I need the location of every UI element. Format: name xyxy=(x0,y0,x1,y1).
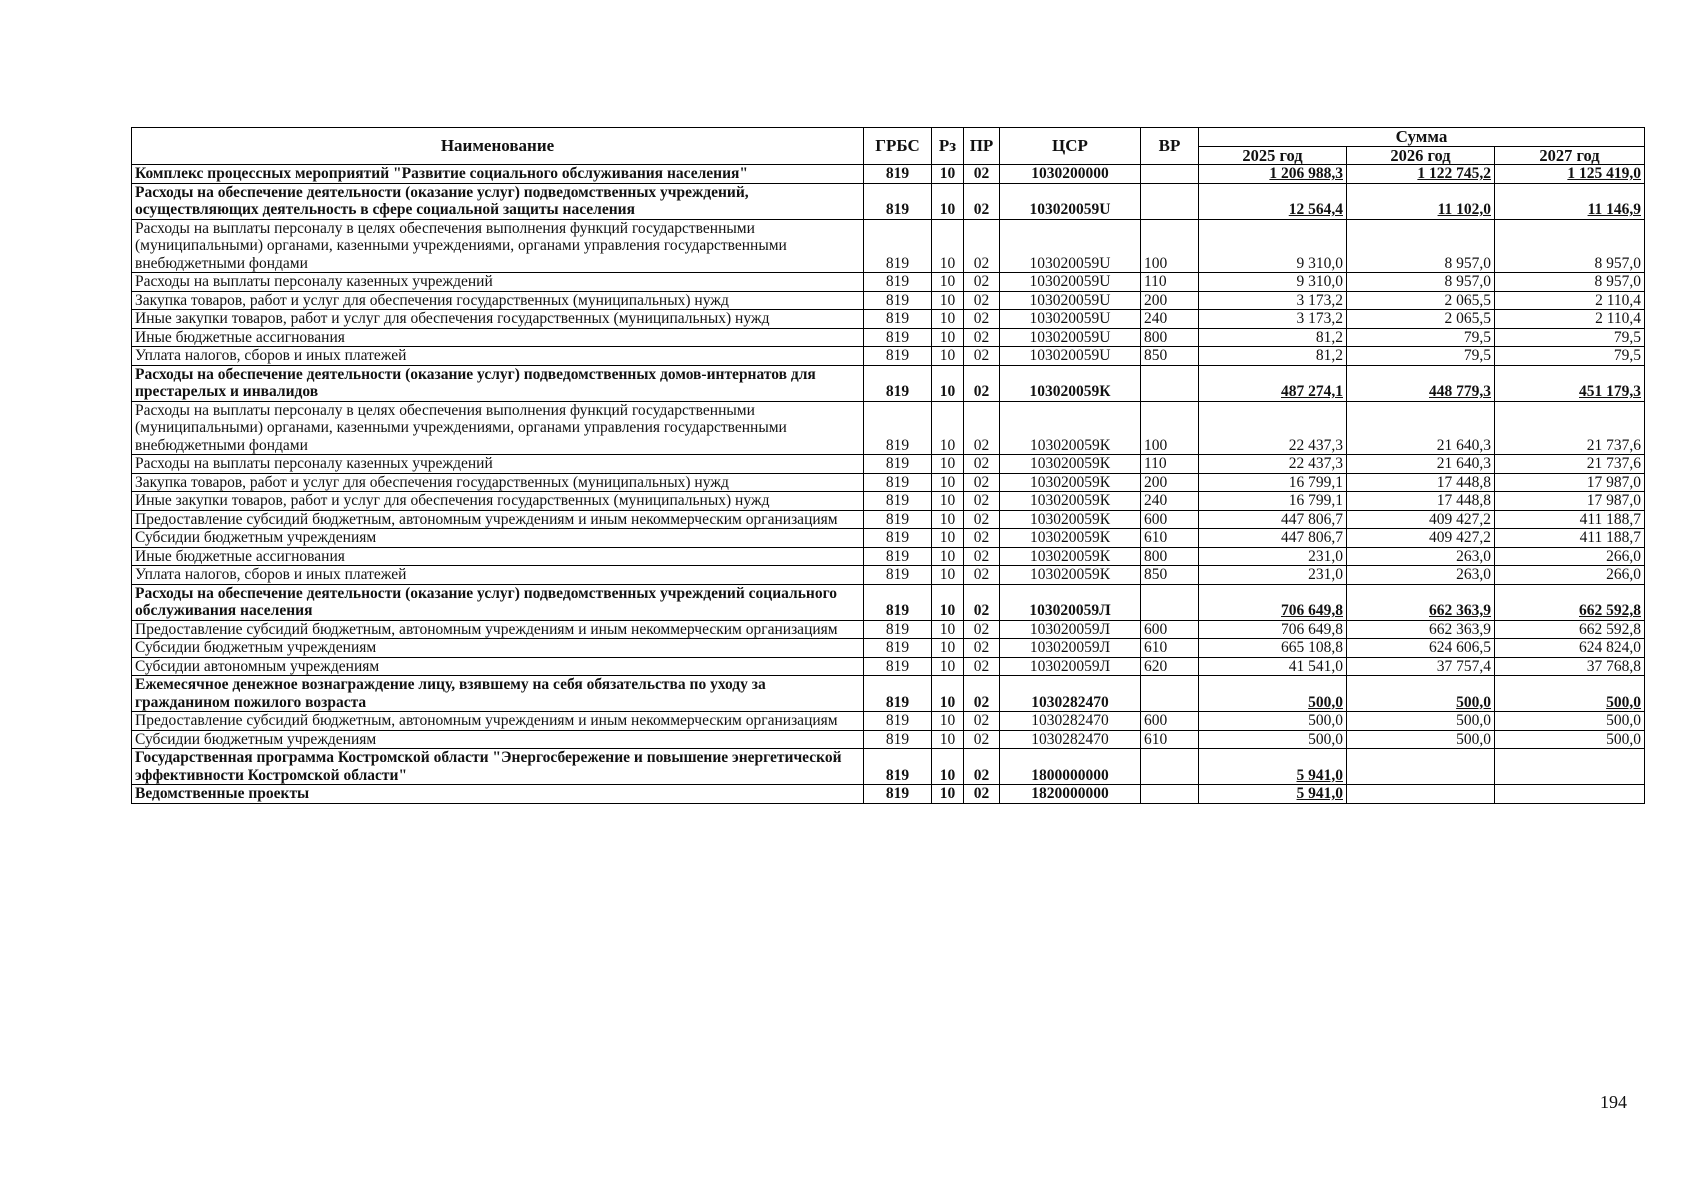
cell-grbs: 819 xyxy=(864,529,932,548)
table-row xyxy=(132,165,1645,184)
cell-grbs: 819 xyxy=(864,347,932,366)
cell-vr: 620 xyxy=(1141,657,1199,676)
cell-rz: 10 xyxy=(932,310,964,329)
table-row xyxy=(132,730,1645,749)
cell-rz: 10 xyxy=(932,347,964,366)
cell-sum-2026: 21 640,3 xyxy=(1347,401,1495,455)
cell-sum-2026: 17 448,8 xyxy=(1347,492,1495,511)
cell-vr: 610 xyxy=(1141,529,1199,548)
cell-pr: 02 xyxy=(964,165,1000,184)
cell-sum-2027: 662 592,8 xyxy=(1495,584,1645,620)
cell-sum-2025: 665 108,8 xyxy=(1199,639,1347,658)
cell-grbs: 819 xyxy=(864,749,932,785)
cell-csr: 103020059К xyxy=(1000,547,1141,566)
cell-csr: 103020059U xyxy=(1000,219,1141,273)
cell-csr: 103020059К xyxy=(1000,566,1141,585)
table-header xyxy=(132,128,1645,165)
cell-sum-2025: 706 649,8 xyxy=(1199,584,1347,620)
budget-table xyxy=(131,127,1645,804)
cell-pr: 02 xyxy=(964,291,1000,310)
cell-vr xyxy=(1141,165,1199,184)
cell-sum-2025: 16 799,1 xyxy=(1199,492,1347,511)
cell-sum-2027: 411 188,7 xyxy=(1495,529,1645,548)
cell-sum-2027: 266,0 xyxy=(1495,566,1645,585)
cell-vr: 610 xyxy=(1141,639,1199,658)
cell-sum-2027: 21 737,6 xyxy=(1495,401,1645,455)
cell-pr: 02 xyxy=(964,639,1000,658)
cell-pr: 02 xyxy=(964,219,1000,273)
header-year-2027: 2027 год xyxy=(1495,146,1645,165)
cell-rz: 10 xyxy=(932,730,964,749)
cell-sum-2025: 3 173,2 xyxy=(1199,291,1347,310)
cell-vr: 600 xyxy=(1141,712,1199,731)
cell-pr: 02 xyxy=(964,183,1000,219)
table-row xyxy=(132,347,1645,366)
cell-sum-2027: 411 188,7 xyxy=(1495,510,1645,529)
cell-csr: 1030282470 xyxy=(1000,676,1141,712)
cell-sum-2026: 409 427,2 xyxy=(1347,510,1495,529)
cell-grbs: 819 xyxy=(864,712,932,731)
cell-grbs: 819 xyxy=(864,401,932,455)
table-row xyxy=(132,676,1645,712)
cell-name: Государственная программа Костромской области "Энергосбережение и повышение энергетической эффективности Костромской области" xyxy=(132,749,864,785)
cell-sum-2026: 8 957,0 xyxy=(1347,219,1495,273)
cell-sum-2027: 2 110,4 xyxy=(1495,310,1645,329)
table-row xyxy=(132,620,1645,639)
cell-sum-2025: 487 274,1 xyxy=(1199,365,1347,401)
cell-rz: 10 xyxy=(932,492,964,511)
cell-sum-2025: 41 541,0 xyxy=(1199,657,1347,676)
cell-sum-2025: 81,2 xyxy=(1199,347,1347,366)
cell-csr: 103020059U xyxy=(1000,347,1141,366)
cell-rz: 10 xyxy=(932,365,964,401)
cell-sum-2026: 17 448,8 xyxy=(1347,473,1495,492)
cell-pr: 02 xyxy=(964,510,1000,529)
cell-sum-2025: 5 941,0 xyxy=(1199,785,1347,804)
cell-vr: 110 xyxy=(1141,455,1199,474)
cell-grbs: 819 xyxy=(864,510,932,529)
table-body xyxy=(132,165,1645,804)
cell-sum-2027: 79,5 xyxy=(1495,328,1645,347)
header-csr: ЦСР xyxy=(1000,128,1141,165)
cell-csr: 103020059К xyxy=(1000,529,1141,548)
cell-rz: 10 xyxy=(932,712,964,731)
cell-sum-2025: 500,0 xyxy=(1199,712,1347,731)
cell-name: Ежемесячное денежное вознаграждение лицу, взявшему на себя обязательства по уходу за гражданином пожилого возраста xyxy=(132,676,864,712)
cell-sum-2025: 81,2 xyxy=(1199,328,1347,347)
cell-rz: 10 xyxy=(932,328,964,347)
cell-vr: 110 xyxy=(1141,273,1199,292)
cell-name: Расходы на выплаты персоналу казенных учреждений xyxy=(132,273,864,292)
cell-sum-2027 xyxy=(1495,749,1645,785)
table-row xyxy=(132,510,1645,529)
cell-name: Субсидии бюджетным учреждениям xyxy=(132,639,864,658)
cell-sum-2027: 1 125 419,0 xyxy=(1495,165,1645,184)
header-grbs: ГРБС xyxy=(864,128,932,165)
cell-sum-2026: 500,0 xyxy=(1347,730,1495,749)
cell-rz: 10 xyxy=(932,749,964,785)
cell-vr xyxy=(1141,785,1199,804)
table-row xyxy=(132,657,1645,676)
cell-sum-2026: 11 102,0 xyxy=(1347,183,1495,219)
cell-name: Расходы на обеспечение деятельности (оказание услуг) подведомственных учреждений социального обслуживания населения xyxy=(132,584,864,620)
table-row xyxy=(132,273,1645,292)
cell-sum-2026: 624 606,5 xyxy=(1347,639,1495,658)
cell-grbs: 819 xyxy=(864,310,932,329)
table-row xyxy=(132,492,1645,511)
cell-pr: 02 xyxy=(964,455,1000,474)
cell-sum-2026: 448 779,3 xyxy=(1347,365,1495,401)
cell-rz: 10 xyxy=(932,620,964,639)
cell-sum-2026 xyxy=(1347,785,1495,804)
cell-grbs: 819 xyxy=(864,657,932,676)
cell-sum-2027: 624 824,0 xyxy=(1495,639,1645,658)
cell-vr xyxy=(1141,584,1199,620)
cell-sum-2027: 17 987,0 xyxy=(1495,473,1645,492)
cell-sum-2025: 9 310,0 xyxy=(1199,219,1347,273)
cell-grbs: 819 xyxy=(864,455,932,474)
cell-sum-2026 xyxy=(1347,749,1495,785)
cell-vr xyxy=(1141,183,1199,219)
cell-csr: 1030282470 xyxy=(1000,712,1141,731)
cell-grbs: 819 xyxy=(864,165,932,184)
cell-pr: 02 xyxy=(964,473,1000,492)
cell-sum-2026: 79,5 xyxy=(1347,347,1495,366)
cell-sum-2026: 8 957,0 xyxy=(1347,273,1495,292)
header-rz: Рз xyxy=(932,128,964,165)
cell-vr: 100 xyxy=(1141,219,1199,273)
cell-rz: 10 xyxy=(932,584,964,620)
cell-sum-2027: 2 110,4 xyxy=(1495,291,1645,310)
table-row xyxy=(132,455,1645,474)
cell-vr: 800 xyxy=(1141,547,1199,566)
cell-rz: 10 xyxy=(932,165,964,184)
header-vr: ВР xyxy=(1141,128,1199,165)
cell-rz: 10 xyxy=(932,639,964,658)
cell-sum-2026: 21 640,3 xyxy=(1347,455,1495,474)
table-row xyxy=(132,219,1645,273)
cell-sum-2025: 447 806,7 xyxy=(1199,510,1347,529)
cell-sum-2025: 500,0 xyxy=(1199,676,1347,712)
page-number: 194 xyxy=(1600,1092,1627,1112)
cell-csr: 1030282470 xyxy=(1000,730,1141,749)
cell-csr: 1030200000 xyxy=(1000,165,1141,184)
cell-sum-2027: 8 957,0 xyxy=(1495,273,1645,292)
cell-sum-2027: 8 957,0 xyxy=(1495,219,1645,273)
cell-grbs: 819 xyxy=(864,639,932,658)
cell-sum-2026: 409 427,2 xyxy=(1347,529,1495,548)
header-year-2025: 2025 год xyxy=(1199,146,1347,165)
cell-csr: 103020059К xyxy=(1000,473,1141,492)
cell-sum-2027: 500,0 xyxy=(1495,676,1645,712)
cell-sum-2026: 2 065,5 xyxy=(1347,291,1495,310)
cell-sum-2025: 3 173,2 xyxy=(1199,310,1347,329)
cell-sum-2026: 500,0 xyxy=(1347,712,1495,731)
cell-sum-2027: 21 737,6 xyxy=(1495,455,1645,474)
cell-name: Закупка товаров, работ и услуг для обеспечения государственных (муниципальных) нужд xyxy=(132,291,864,310)
table-row xyxy=(132,749,1645,785)
cell-rz: 10 xyxy=(932,529,964,548)
cell-pr: 02 xyxy=(964,712,1000,731)
cell-pr: 02 xyxy=(964,566,1000,585)
cell-rz: 10 xyxy=(932,785,964,804)
cell-sum-2025: 22 437,3 xyxy=(1199,455,1347,474)
cell-pr: 02 xyxy=(964,529,1000,548)
cell-sum-2027: 17 987,0 xyxy=(1495,492,1645,511)
cell-vr: 800 xyxy=(1141,328,1199,347)
cell-vr: 200 xyxy=(1141,473,1199,492)
cell-grbs: 819 xyxy=(864,785,932,804)
cell-csr: 103020059К xyxy=(1000,365,1141,401)
cell-sum-2025: 16 799,1 xyxy=(1199,473,1347,492)
cell-csr: 103020059U xyxy=(1000,291,1141,310)
table-row xyxy=(132,401,1645,455)
cell-vr xyxy=(1141,676,1199,712)
cell-csr: 103020059U xyxy=(1000,328,1141,347)
cell-sum-2027: 37 768,8 xyxy=(1495,657,1645,676)
cell-name: Расходы на обеспечение деятельности (оказание услуг) подведомственных домов-интернатов для престарелых и инвалидов xyxy=(132,365,864,401)
table-row xyxy=(132,473,1645,492)
cell-rz: 10 xyxy=(932,510,964,529)
cell-csr: 103020059К xyxy=(1000,492,1141,511)
cell-name: Субсидии автономным учреждениям xyxy=(132,657,864,676)
table-row xyxy=(132,785,1645,804)
cell-rz: 10 xyxy=(932,566,964,585)
cell-name: Иные бюджетные ассигнования xyxy=(132,547,864,566)
cell-csr: 103020059К xyxy=(1000,401,1141,455)
cell-csr: 1820000000 xyxy=(1000,785,1141,804)
cell-csr: 103020059К xyxy=(1000,455,1141,474)
cell-rz: 10 xyxy=(932,273,964,292)
cell-pr: 02 xyxy=(964,620,1000,639)
table-row xyxy=(132,291,1645,310)
table-row xyxy=(132,365,1645,401)
cell-csr: 103020059Л xyxy=(1000,584,1141,620)
cell-name: Расходы на обеспечение деятельности (оказание услуг) подведомственных учреждений, осуществляющих деятельность в сфере социальной защиты населения xyxy=(132,183,864,219)
cell-csr: 103020059U xyxy=(1000,310,1141,329)
cell-name: Комплекс процессных мероприятий "Развитие социального обслуживания населения" xyxy=(132,165,864,184)
cell-sum-2026: 662 363,9 xyxy=(1347,620,1495,639)
cell-name: Ведомственные проекты xyxy=(132,785,864,804)
table-row xyxy=(132,712,1645,731)
cell-pr: 02 xyxy=(964,365,1000,401)
cell-vr: 240 xyxy=(1141,492,1199,511)
cell-sum-2026: 263,0 xyxy=(1347,566,1495,585)
cell-sum-2025: 231,0 xyxy=(1199,566,1347,585)
cell-sum-2025: 5 941,0 xyxy=(1199,749,1347,785)
cell-grbs: 819 xyxy=(864,219,932,273)
cell-pr: 02 xyxy=(964,401,1000,455)
cell-pr: 02 xyxy=(964,785,1000,804)
cell-name: Уплата налогов, сборов и иных платежей xyxy=(132,347,864,366)
cell-sum-2027: 500,0 xyxy=(1495,730,1645,749)
cell-sum-2026: 1 122 745,2 xyxy=(1347,165,1495,184)
cell-vr: 200 xyxy=(1141,291,1199,310)
cell-grbs: 819 xyxy=(864,547,932,566)
cell-rz: 10 xyxy=(932,657,964,676)
cell-grbs: 819 xyxy=(864,584,932,620)
cell-grbs: 819 xyxy=(864,492,932,511)
header-sum: Сумма xyxy=(1199,128,1645,147)
cell-grbs: 819 xyxy=(864,291,932,310)
header-year-2026: 2026 год xyxy=(1347,146,1495,165)
cell-vr: 850 xyxy=(1141,347,1199,366)
cell-sum-2027: 451 179,3 xyxy=(1495,365,1645,401)
cell-name: Предоставление субсидий бюджетным, автономным учреждениям и иным некоммерческим организациям xyxy=(132,510,864,529)
table-row xyxy=(132,183,1645,219)
cell-sum-2025: 22 437,3 xyxy=(1199,401,1347,455)
cell-vr: 100 xyxy=(1141,401,1199,455)
cell-pr: 02 xyxy=(964,310,1000,329)
cell-rz: 10 xyxy=(932,547,964,566)
table-row xyxy=(132,310,1645,329)
cell-rz: 10 xyxy=(932,291,964,310)
cell-sum-2027: 11 146,9 xyxy=(1495,183,1645,219)
cell-pr: 02 xyxy=(964,347,1000,366)
cell-vr: 240 xyxy=(1141,310,1199,329)
table-row xyxy=(132,639,1645,658)
cell-csr: 1800000000 xyxy=(1000,749,1141,785)
cell-sum-2026: 263,0 xyxy=(1347,547,1495,566)
cell-sum-2027 xyxy=(1495,785,1645,804)
cell-rz: 10 xyxy=(932,401,964,455)
cell-name: Расходы на выплаты персоналу казенных учреждений xyxy=(132,455,864,474)
cell-name: Субсидии бюджетным учреждениям xyxy=(132,529,864,548)
cell-grbs: 819 xyxy=(864,273,932,292)
cell-name: Закупка товаров, работ и услуг для обеспечения государственных (муниципальных) нужд xyxy=(132,473,864,492)
cell-pr: 02 xyxy=(964,273,1000,292)
cell-grbs: 819 xyxy=(864,566,932,585)
cell-pr: 02 xyxy=(964,749,1000,785)
cell-pr: 02 xyxy=(964,547,1000,566)
cell-grbs: 819 xyxy=(864,730,932,749)
cell-sum-2026: 662 363,9 xyxy=(1347,584,1495,620)
cell-sum-2026: 500,0 xyxy=(1347,676,1495,712)
cell-csr: 103020059U xyxy=(1000,273,1141,292)
table-row xyxy=(132,547,1645,566)
cell-sum-2025: 12 564,4 xyxy=(1199,183,1347,219)
cell-sum-2026: 2 065,5 xyxy=(1347,310,1495,329)
cell-sum-2026: 79,5 xyxy=(1347,328,1495,347)
table-row xyxy=(132,529,1645,548)
cell-rz: 10 xyxy=(932,676,964,712)
header-name: Наименование xyxy=(132,128,864,165)
cell-grbs: 819 xyxy=(864,620,932,639)
cell-pr: 02 xyxy=(964,730,1000,749)
cell-rz: 10 xyxy=(932,219,964,273)
header-pr: ПР xyxy=(964,128,1000,165)
cell-name: Уплата налогов, сборов и иных платежей xyxy=(132,566,864,585)
cell-grbs: 819 xyxy=(864,183,932,219)
cell-name: Иные закупки товаров, работ и услуг для обеспечения государственных (муниципальных) нужд xyxy=(132,492,864,511)
cell-sum-2025: 9 310,0 xyxy=(1199,273,1347,292)
cell-sum-2027: 500,0 xyxy=(1495,712,1645,731)
cell-sum-2027: 266,0 xyxy=(1495,547,1645,566)
cell-sum-2027: 79,5 xyxy=(1495,347,1645,366)
table-row xyxy=(132,328,1645,347)
cell-rz: 10 xyxy=(932,473,964,492)
table-row xyxy=(132,566,1645,585)
cell-csr: 103020059Л xyxy=(1000,620,1141,639)
cell-sum-2025: 231,0 xyxy=(1199,547,1347,566)
cell-rz: 10 xyxy=(932,455,964,474)
cell-pr: 02 xyxy=(964,676,1000,712)
cell-vr: 850 xyxy=(1141,566,1199,585)
cell-vr xyxy=(1141,749,1199,785)
cell-sum-2025: 1 206 988,3 xyxy=(1199,165,1347,184)
cell-name: Расходы на выплаты персоналу в целях обеспечения выполнения функций государственными (муниципальными) органами, казенными учреждениями, органами управления государственными внебюджетными фондами xyxy=(132,219,864,273)
cell-sum-2025: 706 649,8 xyxy=(1199,620,1347,639)
cell-sum-2026: 37 757,4 xyxy=(1347,657,1495,676)
cell-vr: 610 xyxy=(1141,730,1199,749)
cell-grbs: 819 xyxy=(864,328,932,347)
cell-vr: 600 xyxy=(1141,620,1199,639)
cell-sum-2025: 447 806,7 xyxy=(1199,529,1347,548)
cell-csr: 103020059Л xyxy=(1000,657,1141,676)
cell-csr: 103020059К xyxy=(1000,510,1141,529)
cell-csr: 103020059U xyxy=(1000,183,1141,219)
cell-name: Иные бюджетные ассигнования xyxy=(132,328,864,347)
cell-csr: 103020059Л xyxy=(1000,639,1141,658)
cell-name: Иные закупки товаров, работ и услуг для обеспечения государственных (муниципальных) нужд xyxy=(132,310,864,329)
cell-pr: 02 xyxy=(964,328,1000,347)
cell-pr: 02 xyxy=(964,657,1000,676)
cell-grbs: 819 xyxy=(864,473,932,492)
cell-grbs: 819 xyxy=(864,365,932,401)
cell-pr: 02 xyxy=(964,584,1000,620)
cell-rz: 10 xyxy=(932,183,964,219)
cell-name: Субсидии бюджетным учреждениям xyxy=(132,730,864,749)
cell-name: Предоставление субсидий бюджетным, автономным учреждениям и иным некоммерческим организациям xyxy=(132,620,864,639)
cell-sum-2025: 500,0 xyxy=(1199,730,1347,749)
cell-name: Расходы на выплаты персоналу в целях обеспечения выполнения функций государственными (муниципальными) органами, казенными учреждениями, органами управления государственными внебюджетными фондами xyxy=(132,401,864,455)
table-row xyxy=(132,584,1645,620)
cell-vr xyxy=(1141,365,1199,401)
cell-name: Предоставление субсидий бюджетным, автономным учреждениям и иным некоммерческим организациям xyxy=(132,712,864,731)
cell-pr: 02 xyxy=(964,492,1000,511)
cell-sum-2027: 662 592,8 xyxy=(1495,620,1645,639)
cell-vr: 600 xyxy=(1141,510,1199,529)
cell-grbs: 819 xyxy=(864,676,932,712)
